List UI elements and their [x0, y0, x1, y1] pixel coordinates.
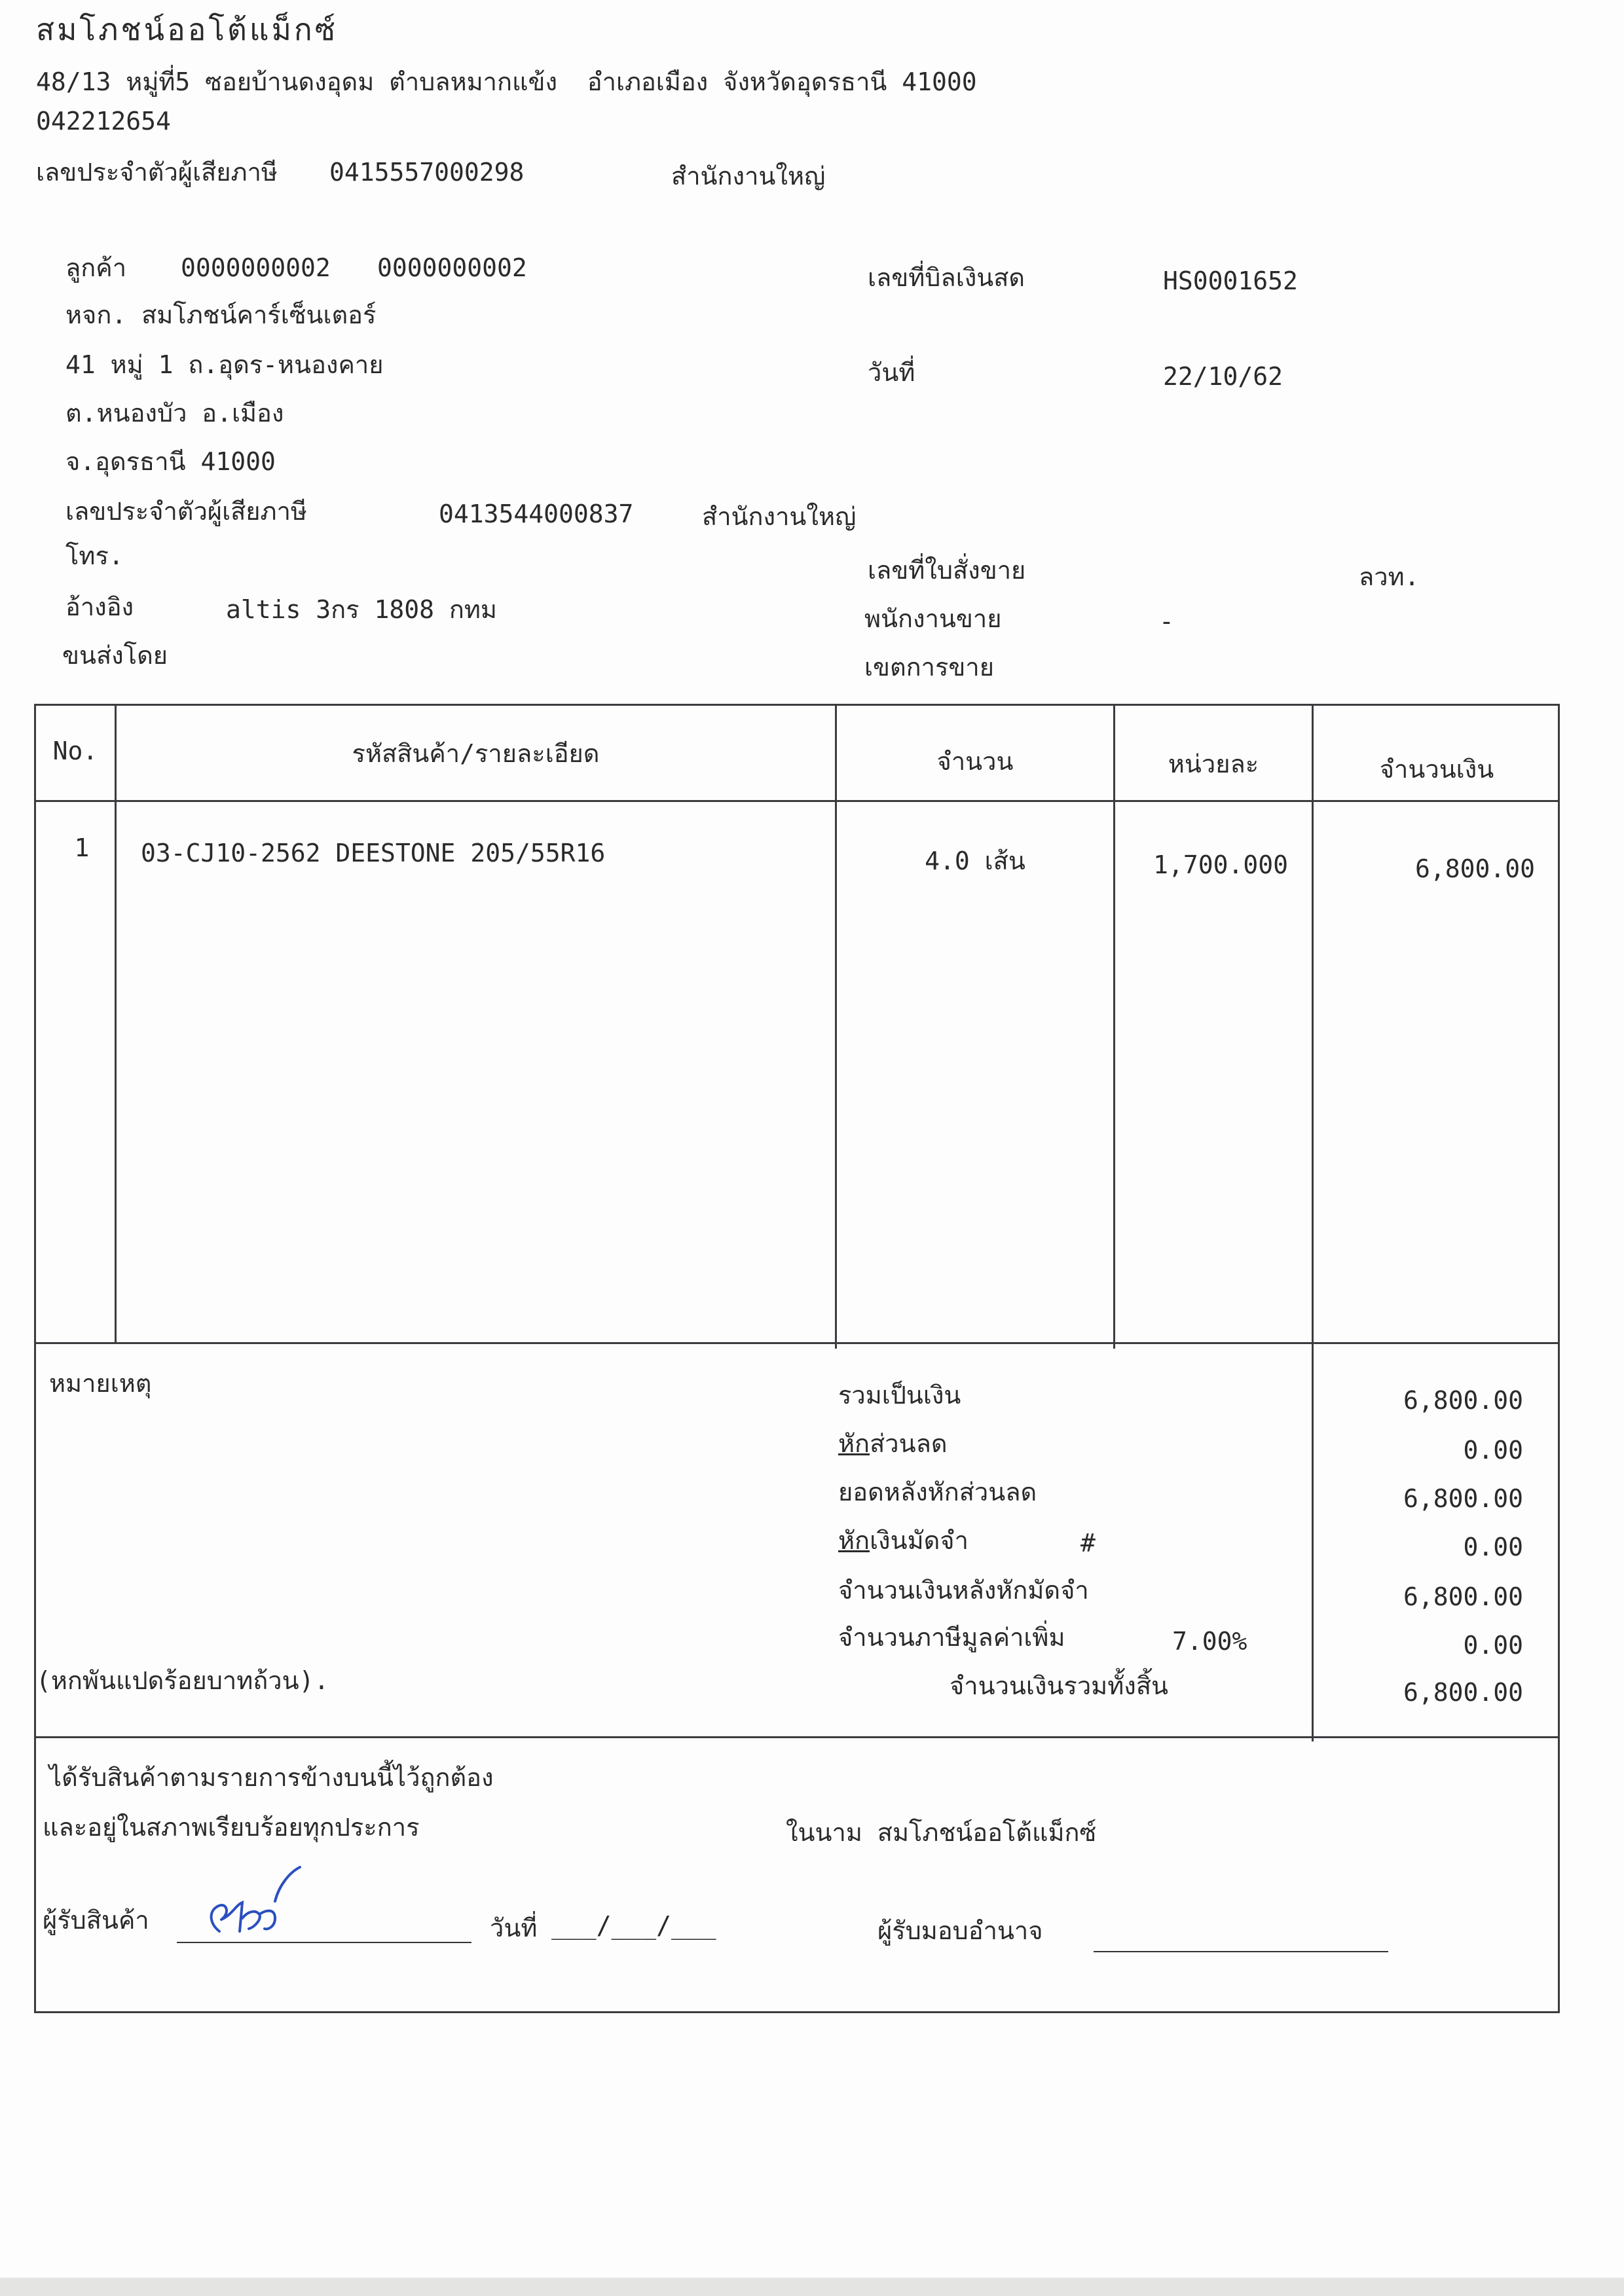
table-row-unit-price: 1,700.000: [1153, 850, 1288, 879]
authorized-label: ผู้รับมอบอำนาจ: [877, 1916, 1043, 1945]
discount-deduct-word: หัก: [838, 1429, 870, 1458]
company-tax-id: 0415557000298: [329, 158, 525, 187]
receipt-statement-1: ได้รับสินค้าตามรายการข้างบนนี้ไว้ถูกต้อง: [49, 1763, 494, 1792]
scan-edge: [0, 2278, 1624, 2296]
table-row-amount: 6,800.00: [1414, 854, 1535, 883]
after-deposit-value: 6,800.00: [1403, 1582, 1523, 1611]
subtotal-value: 6,800.00: [1403, 1386, 1523, 1415]
salesman-value: -: [1159, 607, 1174, 636]
after-discount-label: ยอดหลังหักส่วนลด: [838, 1478, 1037, 1506]
column-divider: [1113, 704, 1115, 1349]
receiver-signature: [183, 1846, 314, 1944]
authorized-signature-line: [1094, 1951, 1388, 1952]
customer-phone-label: โทร.: [65, 541, 124, 570]
remark-label: หมายเหตุ: [49, 1369, 152, 1398]
customer-branch: สำนักงานใหญ่: [702, 502, 857, 531]
vat-value: 0.00: [1463, 1631, 1523, 1660]
bill-no-label: เลขที่บิลเงินสด: [868, 263, 1025, 292]
bill-date-label: วันที่: [868, 358, 915, 387]
table-row-description: 03-CJ10-2562 DEESTONE 205/55R16: [141, 839, 606, 867]
table-bottom-line: [34, 1342, 1560, 1344]
column-divider: [835, 704, 837, 1349]
after-discount-value: 6,800.00: [1403, 1484, 1523, 1513]
company-phone: 042212654: [36, 107, 171, 136]
company-tax-label: เลขประจำตัวผู้เสียภาษี: [36, 158, 278, 187]
receipt-statement-2: และอยู่ในสภาพเรียบร้อยทุกประการ: [43, 1813, 420, 1842]
summary-bottom-line: [34, 1736, 1560, 1738]
company-branch: สำนักงานใหญ่: [671, 162, 826, 191]
vat-label: จำนวนภาษีมูลค่าเพิ่ม: [838, 1623, 1065, 1652]
receiver-label: ผู้รับสินค้า: [43, 1906, 149, 1935]
table-row-quantity: 4.0 เส้น: [925, 847, 1025, 875]
bill-no-value: HS0001652: [1163, 266, 1298, 295]
col-header-no: No.: [52, 737, 98, 765]
col-header-description: รหัสสินค้า/รายละเอียด: [352, 739, 600, 768]
customer-code-1: 0000000002: [181, 253, 331, 282]
customer-tax-label: เลขประจำตัวผู้เสียภาษี: [65, 497, 307, 526]
subtotal-label: รวมเป็นเงิน: [838, 1381, 961, 1410]
customer-address-3: จ.อุดรธานี 41000: [65, 447, 276, 476]
column-divider: [115, 704, 117, 1342]
customer-ship-label: ขนส่งโดย: [62, 641, 168, 670]
customer-ref-value: altis 3กร 1808 กทม: [226, 595, 497, 624]
deposit-label: [838, 1528, 969, 1553]
customer-code-2: 0000000002: [377, 253, 527, 282]
col-header-unit-price: หน่วยละ: [1168, 750, 1259, 778]
vat-rate: 7.00%: [1172, 1627, 1247, 1656]
discount-label-text: ส่วนลด: [870, 1429, 948, 1458]
customer-label: ลูกค้า: [65, 253, 127, 282]
sales-area-label: เขตการขาย: [864, 653, 994, 682]
customer-ref-label: อ้างอิง: [65, 592, 134, 621]
table-row-no: 1: [74, 833, 90, 862]
deposit-deduct-word: หัก: [838, 1526, 870, 1555]
header-divider: [34, 800, 1560, 802]
discount-value: 0.00: [1463, 1436, 1523, 1465]
customer-address-2: ต.หนองบัว อ.เมือง: [65, 399, 284, 428]
salesman-label: พนักงานขาย: [864, 604, 1002, 633]
col-header-quantity: จำนวน: [936, 747, 1014, 776]
customer-tax-id: 0413544000837: [439, 500, 634, 528]
grand-total-label: จำนวนเงินรวมทั้งสิ้น: [950, 1671, 1168, 1700]
discount-label: [838, 1431, 948, 1456]
receive-date-label: วันที่: [490, 1914, 538, 1942]
grand-total-value: 6,800.00: [1403, 1678, 1523, 1707]
bill-date-value: 22/10/62: [1163, 362, 1283, 391]
order-no-value: ลวท.: [1359, 562, 1420, 591]
customer-address-1: 41 หมู่ 1 ถ.อุดร-หนองคาย: [65, 350, 384, 379]
after-deposit-label: จำนวนเงินหลังหักมัดจำ: [838, 1576, 1089, 1605]
company-address: 48/13 หมู่ที่5 ซอยบ้านดงอุดม ตำบลหมากแข้ง อำเภอเมือง จังหวัดอุดรธานี 41000: [36, 67, 977, 96]
deposit-value: 0.00: [1463, 1533, 1523, 1561]
customer-name: หจก. สมโภชน์คาร์เซ็นเตอร์: [65, 301, 377, 329]
deposit-marker: #: [1080, 1529, 1096, 1558]
deposit-label-text: เงินมัดจำ: [870, 1526, 969, 1555]
order-no-label: เลขที่ใบสั่งขาย: [868, 556, 1026, 585]
company-name: สมโภชน์ออโต้แม็กซ์: [36, 12, 338, 47]
col-header-amount: จำนวนเงิน: [1379, 755, 1494, 784]
amount-in-words: (หกพันแปดร้อยบาทถ้วน).: [36, 1666, 329, 1695]
receive-date-blank: ___/___/___: [551, 1911, 716, 1940]
on-behalf-of: ในนาม สมโภชน์ออโต้แม็กซ์: [786, 1818, 1097, 1847]
